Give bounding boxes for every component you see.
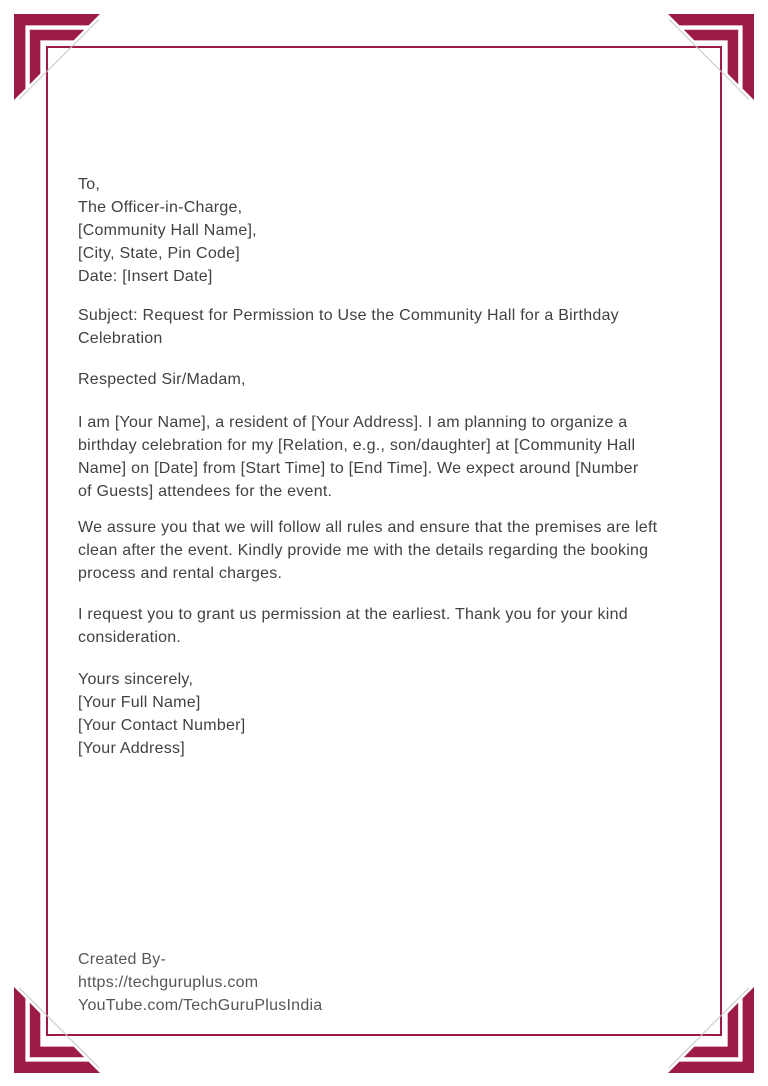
recipient-line-date: Date: [Insert Date] bbox=[78, 268, 213, 285]
recipient-line-officer: The Officer-in-Charge, bbox=[78, 199, 243, 216]
paragraph-line: of Guests] attendees for the event. bbox=[78, 483, 333, 500]
paragraph-line: I request you to grant us permission at the earliest. Thank you for your kind bbox=[78, 606, 628, 623]
recipient-line-hall: [Community Hall Name], bbox=[78, 222, 257, 239]
subject-text-line-1: Subject: Request for Permission to Use the Community Hall for a Birthday bbox=[78, 307, 619, 324]
body-paragraph-request bbox=[78, 411, 638, 503]
paragraph-line: consideration. bbox=[78, 629, 182, 646]
recipient-address-block bbox=[78, 173, 257, 288]
paragraph-line: clean after the event. Kindly provide me with the details regarding the booking bbox=[78, 542, 649, 559]
salutation bbox=[78, 368, 246, 391]
footer-website-url[interactable]: https://techguruplus.com bbox=[78, 974, 259, 991]
letter-content bbox=[78, 0, 728, 1086]
subject-text-line-2: Celebration bbox=[78, 330, 163, 347]
salutation-text: Respected Sir/Madam, bbox=[78, 371, 246, 388]
recipient-line-to: To, bbox=[78, 176, 101, 193]
footer-credit-block bbox=[78, 948, 322, 1017]
paragraph-line: birthday celebration for my [Relation, e.g., son/daughter] at [Community Hall bbox=[78, 437, 636, 454]
closing-line-name: [Your Full Name] bbox=[78, 694, 201, 711]
subject-line bbox=[78, 304, 619, 350]
footer-credit-label: Created By- bbox=[78, 951, 167, 968]
closing-line-address: [Your Address] bbox=[78, 740, 185, 757]
closing-line-sincerely: Yours sincerely, bbox=[78, 671, 194, 688]
footer-youtube-url[interactable]: YouTube.com/TechGuruPlusIndia bbox=[78, 997, 323, 1014]
paragraph-line: process and rental charges. bbox=[78, 565, 283, 582]
ornament-inner-chevron bbox=[30, 1003, 84, 1057]
paragraph-line: I am [Your Name], a resident of [Your Address]. I am planning to organize a bbox=[78, 414, 628, 431]
signature-block bbox=[78, 668, 245, 760]
paragraph-line: We assure you that we will follow all rules and ensure that the premises are left bbox=[78, 519, 658, 536]
ornament-inner-chevron bbox=[30, 30, 84, 84]
body-paragraph-assurance bbox=[78, 516, 657, 585]
recipient-line-city: [City, State, Pin Code] bbox=[78, 245, 240, 262]
paragraph-line: Name] on [Date] from [Start Time] to [End Time]. We expect around [Number bbox=[78, 460, 639, 477]
closing-line-contact: [Your Contact Number] bbox=[78, 717, 246, 734]
body-paragraph-thanks bbox=[78, 603, 628, 649]
